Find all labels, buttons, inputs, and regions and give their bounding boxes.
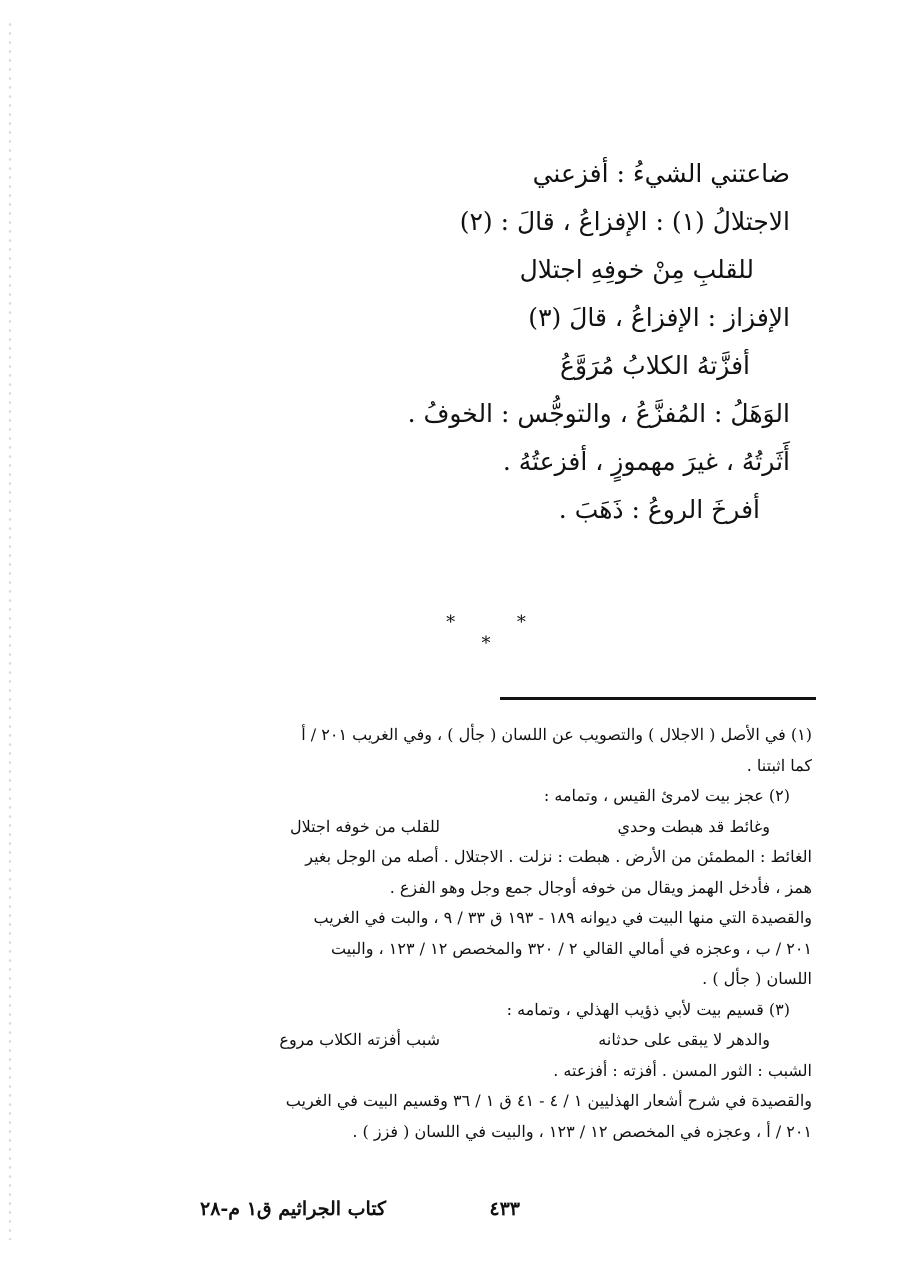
- verse-hemistich: والدهر لا يبقى على حدثانه: [598, 1030, 770, 1049]
- footnote-rule: [500, 697, 816, 700]
- verse-hemistich: شبب أفزته الكلاب مروع: [279, 1030, 440, 1049]
- footnote-line: كما اثبتنا .: [746, 755, 812, 775]
- section-separator: * * *: [446, 612, 554, 654]
- footnote-line: (٣) قسيم بيت لأبي ذؤيب الهذلي ، وتمامه :: [506, 999, 790, 1019]
- footnote-verse: [190, 1025, 812, 1056]
- footnote-verse: [190, 812, 812, 843]
- main-line: أَثَرتُهُ ، غيرَ مهموزٍ ، أفزعتُهُ .: [502, 447, 790, 476]
- scan-margin-dots: [6, 20, 16, 1240]
- footnotes-block: [190, 720, 812, 1147]
- footnote-line: الغائط : المطمئن من الأرض . هبطت : نزلت . الاجتلال . أصله من الوجل بغير: [305, 847, 812, 866]
- main-line: للقلبِ مِنْ خوفِهِ اجتلال: [519, 255, 754, 284]
- footnote-line: والقصيدة التي منها البيت في ديوانه ١٨٩ - ١٩٣ ق ٣٣ / ٩ ، والبت في الغريب: [313, 908, 812, 927]
- page-footer: [200, 1198, 520, 1220]
- main-line: الإفزاز : الإفزاعُ ، قالَ (٣): [528, 303, 790, 332]
- verse-hemistich: وغائط قد هبطت وحدي: [617, 816, 770, 836]
- footnote-line: ٢٠١ / ب ، وعجزه في أمالي القالي ٢ / ٣٢٠ والمخصص ١٢ / ١٢٣ ، والبيت: [331, 938, 812, 958]
- footnote-line: الشبب : الثور المسن . أفزته : أفزعته .: [553, 1060, 812, 1080]
- footnote-line: (٢) عجز بيت لامرئ القيس ، وتمامه :: [543, 786, 790, 805]
- page-number: ٤٣٣: [489, 1198, 520, 1220]
- main-line: الاجتلالُ (١) : الإفزاعُ ، قالَ : (٢): [459, 207, 790, 236]
- footnote-line: همز ، فأدخل الهمز ويقال من خوفه أوجال جمع وجل وهو الفزع .: [389, 877, 812, 897]
- main-line: ضاعتني الشيءُ : أفزعني: [532, 159, 790, 188]
- footnote-line: ٢٠١ / أ ، وعجزه في المخصص ١٢ / ١٢٣ ، والبيت في اللسان ( فزز ) .: [352, 1121, 812, 1141]
- verse-hemistich: للقلب من خوفه اجتلال: [290, 816, 440, 836]
- book-reference: كتاب الجراثيم ق١ م-٢٨: [200, 1198, 387, 1220]
- main-text-block: [300, 150, 790, 534]
- footnote-line: والقصيدة في شرح أشعار الهذليين ١ / ٤ - ٤١ ق ١ / ٣٦ وقسيم البيت في الغريب: [285, 1091, 812, 1110]
- main-line: الوَهَلُ : المُفزَّعُ ، والتوجُّس : الخوفُ .: [407, 399, 790, 428]
- footnote-line: اللسان ( جأل ) .: [702, 969, 812, 988]
- main-line: أفرخَ الروعُ : ذَهَبَ .: [558, 495, 760, 524]
- footnote-line: (١) في الأصل ( الاجلال ) والتصويب عن اللسان ( جأل ) ، وفي الغريب ٢٠١ / أ: [301, 725, 812, 744]
- main-line: أفزَّتهُ الكلابُ مُرَوَّعُ: [560, 351, 750, 380]
